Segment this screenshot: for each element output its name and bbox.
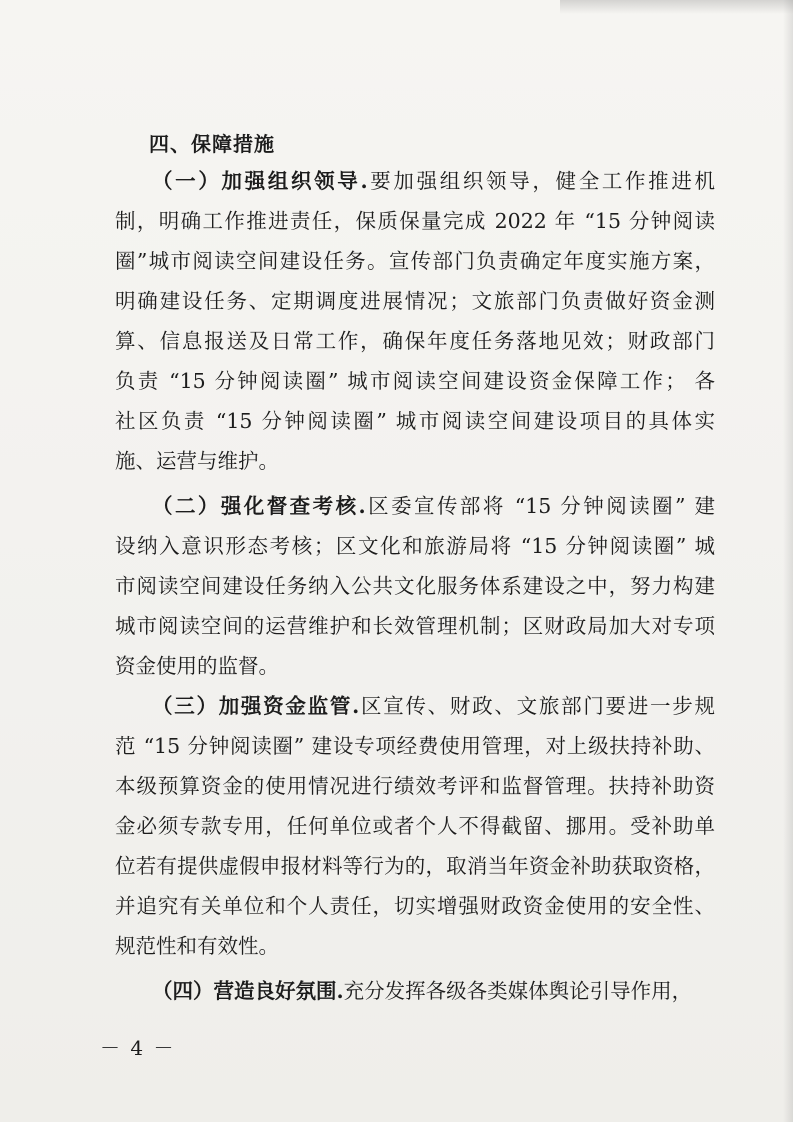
paragraph-2-lead: （二）强化督查考核. [152, 494, 366, 518]
section-heading: 四、保障措施 [149, 132, 275, 156]
paragraph-1-line: 社区负责 “15 分钟阅读圈” 城市阅读空间建设项目的具体实 [115, 409, 715, 433]
paragraph-3-first-line-text: 区宣传、财政、文旅部门要进一步规 [359, 694, 715, 718]
paragraph-3-line: 并追究有关单位和个人责任，切实增强财政资金使用的安全性、 [115, 894, 715, 918]
paragraph-1-lead: （一）加强组织领导. [152, 169, 368, 193]
page-number: － 4 － [100, 1036, 176, 1060]
paragraph-3-line: 位若有提供虚假申报材料等行为的，取消当年资金补助获取资格， [115, 854, 715, 878]
paragraph-1-first-line-text: 要加强组织领导，健全工作推进机 [367, 169, 716, 193]
paragraph-1-line: 制，明确工作推进责任，保质保量完成 2022 年 “15 分钟阅读 [115, 209, 715, 233]
paragraph-3-first-line [152, 693, 715, 719]
paragraph-3-line: 规范性和有效性。 [115, 934, 279, 958]
paragraph-4-first-line-text: 充分发挥各级各类媒体舆论引导作用， [343, 979, 693, 1003]
paragraph-4-lead: （四）营造良好氛围. [152, 979, 344, 1003]
paragraph-2-line: 设纳入意识形态考核；区文化和旅游局将 “15 分钟阅读圈” 城 [115, 534, 715, 558]
paragraph-3-line: 范 “15 分钟阅读圈” 建设专项经费使用管理，对上级扶持补助、 [115, 734, 715, 758]
paragraph-3-line: 本级预算资金的使用情况进行绩效考评和监督管理。扶持补助资 [115, 774, 715, 798]
paragraph-2-line: 资金使用的监督。 [115, 654, 279, 678]
scan-shadow-right [783, 0, 793, 1122]
paragraph-1-line: 明确建设任务、定期调度进展情况；文旅部门负责做好资金测 [115, 289, 715, 313]
paragraph-2-line: 城市阅读空间的运营维护和长效管理机制；区财政局加大对专项 [115, 614, 715, 638]
scan-shadow-top [560, 0, 793, 14]
paragraph-1-line: 圈”城市阅读空间建设任务。宣传部门负责确定年度实施方案， [115, 249, 715, 273]
paragraph-1-first-line [152, 168, 715, 194]
paragraph-2-first-line [152, 493, 715, 519]
paragraph-4-first-line [152, 978, 715, 1004]
paragraph-3-line: 金必须专款专用，任何单位或者个人不得截留、挪用。受补助单 [115, 814, 715, 838]
paragraph-1-line: 算、信息报送及日常工作，确保年度任务落地见效；财政部门 [115, 329, 715, 353]
paragraph-3-lead: （三）加强资金监管. [152, 694, 360, 718]
paragraph-1-line: 负责 “15 分钟阅读圈” 城市阅读空间建设资金保障工作； 各 [115, 369, 715, 393]
paragraph-1-line: 施、运营与维护。 [115, 449, 279, 473]
paragraph-2-first-line-text: 区委宣传部将 “15 分钟阅读圈” 建 [365, 494, 715, 518]
paragraph-2-line: 市阅读空间建设任务纳入公共文化服务体系建设之中，努力构建 [115, 574, 715, 598]
